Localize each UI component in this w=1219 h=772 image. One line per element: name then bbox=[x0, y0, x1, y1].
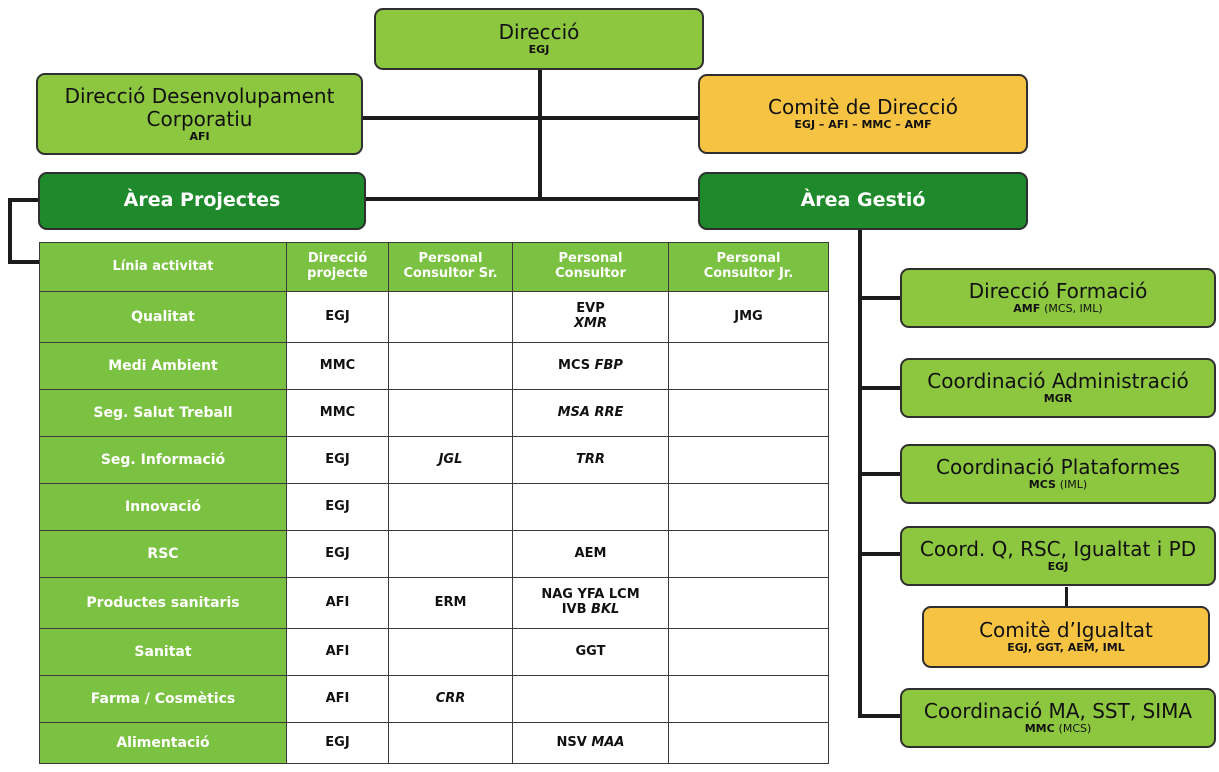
row-linia: Sanitat bbox=[40, 629, 287, 676]
row-jr bbox=[669, 484, 829, 531]
header-direccio-l1: Direcció bbox=[307, 251, 368, 267]
comite-direccio-box bbox=[698, 74, 1028, 154]
connector-top-horizontal bbox=[362, 116, 700, 120]
row-jr bbox=[669, 390, 829, 437]
connector-administracio bbox=[858, 386, 902, 390]
row-jr bbox=[669, 531, 829, 578]
table-row bbox=[40, 390, 829, 437]
comite-direccio-title: Comitè de Direcció bbox=[768, 95, 958, 120]
comite-direccio-code: EGJ – AFI – MMC – AMF bbox=[794, 118, 932, 132]
row-consultor: AEM bbox=[513, 531, 669, 578]
header-sr-l2: Consultor Sr. bbox=[403, 266, 498, 281]
igualtat-code: EGJ, GGT, AEM, IML bbox=[1007, 641, 1125, 655]
linies-activitat-table bbox=[39, 242, 829, 764]
area-gestio-box bbox=[698, 172, 1028, 230]
row-direccio: MMC bbox=[287, 390, 389, 437]
direccio-title: Direcció bbox=[498, 20, 580, 45]
row-jr: JMG bbox=[669, 292, 829, 343]
row-jr bbox=[669, 343, 829, 390]
row-consultor bbox=[513, 292, 669, 343]
connector-formacio bbox=[858, 296, 902, 300]
connector-plataformes bbox=[858, 472, 902, 476]
row-consultor-b: BKL bbox=[591, 602, 620, 617]
row-direccio: AFI bbox=[287, 676, 389, 723]
header-linia-label: Línia activitat bbox=[112, 258, 214, 274]
table-row bbox=[40, 484, 829, 531]
row-linia: Productes sanitaris bbox=[40, 578, 287, 629]
area-projectes-box bbox=[38, 172, 366, 230]
qrsc-title: Coord. Q, RSC, Igualtat i PD bbox=[919, 537, 1197, 562]
row-consultor: MSA RRE bbox=[513, 390, 669, 437]
row-sr: ERM bbox=[389, 578, 513, 629]
row-linia: Qualitat bbox=[40, 292, 287, 343]
direccio-code: EGJ bbox=[528, 43, 550, 57]
row-direccio: EGJ bbox=[287, 531, 389, 578]
row-linia: Seg. Informació bbox=[40, 437, 287, 484]
row-jr bbox=[669, 676, 829, 723]
plataformes-box bbox=[900, 444, 1216, 504]
connector-qrsc bbox=[858, 552, 902, 556]
connector-igualtat bbox=[1065, 587, 1068, 607]
header-jr-l2: Consultor Jr. bbox=[703, 266, 794, 281]
plataformes-title: Coordinació Plataformes bbox=[936, 455, 1180, 480]
row-consultor-c: IVB bbox=[561, 602, 587, 617]
row-direccio: EGJ bbox=[287, 437, 389, 484]
row-consultor-b: XMR bbox=[574, 316, 607, 331]
row-consultor bbox=[513, 343, 669, 390]
row-sr bbox=[389, 390, 513, 437]
row-consultor-a: EVP bbox=[576, 301, 605, 317]
administracio-code: MGR bbox=[1043, 392, 1073, 406]
administracio-title: Coordinació Administració bbox=[927, 369, 1189, 394]
direccio-box bbox=[374, 8, 704, 70]
table-row bbox=[40, 629, 829, 676]
area-projectes-title: Àrea Projectes bbox=[123, 189, 281, 212]
row-linia: Farma / Cosmètics bbox=[40, 676, 287, 723]
qrsc-box bbox=[900, 526, 1216, 586]
connector-direccio-down bbox=[538, 68, 542, 200]
formacio-code: AMF bbox=[1013, 302, 1041, 316]
table-row bbox=[40, 531, 829, 578]
desenvolupament-title-line1: Direcció Desenvolupament bbox=[64, 83, 335, 108]
row-consultor-b: MAA bbox=[591, 734, 625, 750]
connector-projectes-left-h2 bbox=[8, 260, 40, 264]
header-direccio bbox=[287, 243, 389, 292]
header-jr-l1: Personal bbox=[716, 251, 781, 267]
row-consultor bbox=[513, 676, 669, 723]
row-direccio: AFI bbox=[287, 629, 389, 676]
connector-projectes-left-v bbox=[8, 198, 12, 264]
row-sr bbox=[389, 723, 513, 764]
header-direccio-l2: projecte bbox=[307, 266, 368, 281]
table-row bbox=[40, 723, 829, 764]
area-gestio-title: Àrea Gestió bbox=[800, 189, 926, 212]
table-row bbox=[40, 437, 829, 484]
table-row bbox=[40, 292, 829, 343]
header-sr bbox=[389, 243, 513, 292]
row-jr bbox=[669, 437, 829, 484]
row-sr bbox=[389, 484, 513, 531]
connector-areas-horizontal bbox=[366, 197, 698, 201]
desenvolupament-box bbox=[36, 73, 363, 155]
row-jr bbox=[669, 629, 829, 676]
row-consultor-a: NSV bbox=[556, 734, 587, 750]
connector-projectes-left-h bbox=[8, 198, 40, 202]
row-consultor bbox=[513, 723, 669, 764]
row-consultor bbox=[513, 484, 669, 531]
desenvolupament-code: AFI bbox=[189, 129, 210, 143]
administracio-box bbox=[900, 358, 1216, 418]
ma-code: MMC bbox=[1024, 722, 1055, 736]
plataformes-extra: (IML) bbox=[1059, 478, 1088, 492]
row-consultor bbox=[513, 578, 669, 629]
row-linia: Medi Ambient bbox=[40, 343, 287, 390]
row-linia: Innovació bbox=[40, 484, 287, 531]
ma-title: Coordinació MA, SST, SIMA bbox=[923, 699, 1193, 724]
qrsc-code: EGJ bbox=[1047, 560, 1069, 574]
formacio-box bbox=[900, 268, 1216, 328]
connector-ma bbox=[858, 714, 902, 718]
row-consultor: GGT bbox=[513, 629, 669, 676]
row-consultor-b: FBP bbox=[594, 357, 623, 373]
row-linia: Alimentació bbox=[40, 723, 287, 764]
row-sr bbox=[389, 629, 513, 676]
row-sr bbox=[389, 531, 513, 578]
row-direccio: EGJ bbox=[287, 484, 389, 531]
header-jr bbox=[669, 243, 829, 292]
row-consultor: TRR bbox=[513, 437, 669, 484]
table-header-row bbox=[40, 243, 829, 292]
table-row bbox=[40, 578, 829, 629]
plataformes-code: MCS bbox=[1028, 478, 1056, 492]
desenvolupament-title-line2: Corporatiu bbox=[146, 106, 253, 131]
header-consultor bbox=[513, 243, 669, 292]
row-consultor-a: NAG YFA LCM bbox=[541, 587, 640, 603]
row-sr bbox=[389, 343, 513, 390]
row-direccio: EGJ bbox=[287, 723, 389, 764]
row-direccio: EGJ bbox=[287, 292, 389, 343]
header-consultor-l2: Consultor bbox=[555, 266, 626, 281]
row-jr bbox=[669, 578, 829, 629]
header-sr-l1: Personal bbox=[418, 251, 483, 267]
row-linia: RSC bbox=[40, 531, 287, 578]
row-direccio: AFI bbox=[287, 578, 389, 629]
igualtat-box bbox=[922, 606, 1210, 668]
row-sr: JGL bbox=[389, 437, 513, 484]
header-linia bbox=[40, 243, 287, 292]
table-row bbox=[40, 676, 829, 723]
row-direccio: MMC bbox=[287, 343, 389, 390]
header-consultor-l1: Personal bbox=[558, 251, 623, 267]
row-linia: Seg. Salut Treball bbox=[40, 390, 287, 437]
formacio-extra: (MCS, IML) bbox=[1044, 302, 1103, 316]
ma-box bbox=[900, 688, 1216, 748]
table-row bbox=[40, 343, 829, 390]
row-sr bbox=[389, 292, 513, 343]
igualtat-title: Comitè d’Igualtat bbox=[979, 618, 1153, 643]
ma-extra: (MCS) bbox=[1058, 722, 1092, 736]
row-consultor-a: MCS bbox=[558, 357, 591, 373]
formacio-title: Direcció Formació bbox=[968, 279, 1148, 304]
row-sr: CRR bbox=[389, 676, 513, 723]
row-jr bbox=[669, 723, 829, 764]
